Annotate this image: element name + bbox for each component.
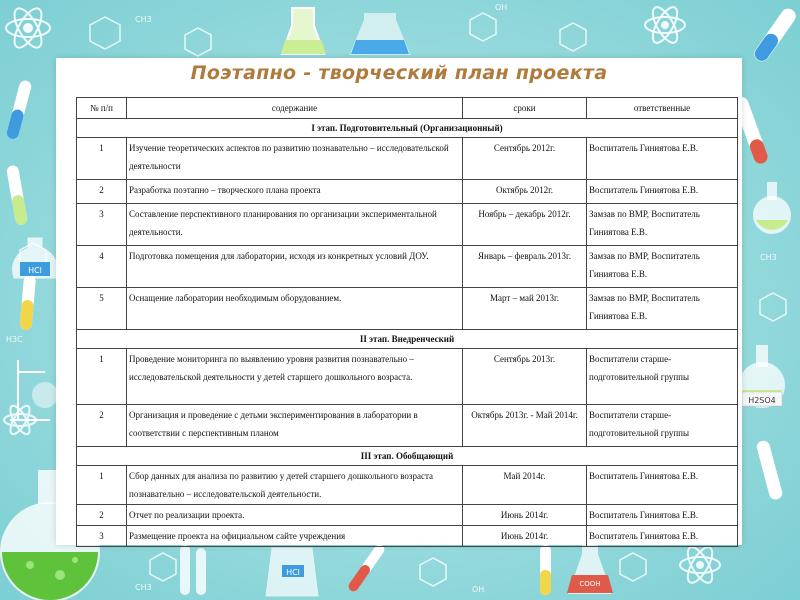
page-title: Поэтапно - творческий план проекта	[190, 62, 608, 84]
row-num: 3	[77, 526, 127, 547]
row-responsible: Воспитатель Гиниятова Е.В.	[587, 526, 738, 547]
plan-table-wrapper	[76, 97, 737, 547]
row-num: 3	[77, 204, 127, 246]
table-row	[77, 405, 738, 447]
row-num: 1	[77, 466, 127, 505]
decor-label: COOH	[579, 580, 601, 588]
header-content: содержание	[127, 98, 463, 119]
row-content: Изучение теоретических аспектов по развитию познавательно – исследовательской деятельности	[127, 138, 463, 180]
table-header-row	[77, 98, 738, 119]
row-content: Размещение проекта на официальном сайте учреждения	[127, 526, 463, 547]
table-row	[77, 505, 738, 526]
row-num: 2	[77, 180, 127, 204]
table-row	[77, 349, 738, 405]
row-content: Сбор данных для анализа по развитию у детей старшего дошкольного возраста познавательно – исследовательской деятельности.	[127, 466, 463, 505]
row-content: Проведение мониторинга по выявлению уровня развития познавательно – исследовательской деятельности у детей старшего дошкольного возраста.	[127, 349, 463, 405]
row-date: Октябрь 2012г.	[463, 180, 587, 204]
table-row	[77, 466, 738, 505]
row-date: Сентябрь 2013г.	[463, 349, 587, 405]
row-content: Подготовка помещения для лаборатории, исходя из конкретных условий ДОУ.	[127, 246, 463, 288]
decor-label: H3C	[6, 335, 23, 344]
stage-row	[77, 447, 738, 466]
decor-label: CH3	[135, 583, 152, 592]
row-date: Ноябрь – декабрь 2012г.	[463, 204, 587, 246]
decor-label: CH3	[760, 253, 777, 262]
decor-label: OH	[472, 585, 485, 594]
row-content: Организация и проведение с детьми экспериментирования в лаборатории в соответствии с перспективным планом	[127, 405, 463, 447]
test-tube-icon	[540, 545, 551, 595]
row-num: 4	[77, 246, 127, 288]
row-date: Октябрь 2013г. - Май 2014г.	[463, 405, 587, 447]
table-row	[77, 526, 738, 547]
row-responsible: Воспитатель Гиниятова Е.В.	[587, 466, 738, 505]
decor-label: OH	[495, 3, 508, 12]
project-plan-table	[76, 97, 738, 547]
row-responsible: Воспитатели старше-подготовительной группы	[587, 405, 738, 447]
row-date: Июнь 2014г.	[463, 526, 587, 547]
row-responsible: Воспитатель Гиниятова Е.В.	[587, 505, 738, 526]
decor-label: H2SO4	[748, 396, 776, 405]
row-content: Разработка поэтапно – творческого плана проекта	[127, 180, 463, 204]
decor-label: HCl	[286, 568, 300, 577]
header-dates: сроки	[463, 98, 587, 119]
row-num: 1	[77, 349, 127, 405]
stage-title: III этап. Обобщающий	[77, 447, 738, 466]
row-date: Июнь 2014г.	[463, 505, 587, 526]
row-responsible: Замзав по ВМР, Воспитатель Гиниятова Е.В.	[587, 204, 738, 246]
stage-title: II этап. Внедренческий	[77, 330, 738, 349]
row-date: Январь – февраль 2013г.	[463, 246, 587, 288]
row-num: 5	[77, 288, 127, 330]
header-responsible: ответственные	[587, 98, 738, 119]
row-content: Составление перспективного планирования по организации экспериментальной деятельности.	[127, 204, 463, 246]
row-responsible: Воспитатель Гиниятова Е.В.	[587, 180, 738, 204]
row-num: 1	[77, 138, 127, 180]
row-num: 2	[77, 405, 127, 447]
stage-title: I этап. Подготовительный (Организационный)	[77, 119, 738, 138]
decor-label: HCl	[28, 266, 42, 275]
beaker-icon	[266, 548, 318, 596]
table-row	[77, 246, 738, 288]
row-responsible: Воспитатели старше-подготовительной группы	[587, 349, 738, 405]
row-content: Оснащение лаборатории необходимым оборудованием.	[127, 288, 463, 330]
row-date: Сентябрь 2012г.	[463, 138, 587, 180]
row-responsible: Воспитатель Гиниятова Е.В.	[587, 138, 738, 180]
row-date: Май 2014г.	[463, 466, 587, 505]
row-content: Отчет по реализации проекта.	[127, 505, 463, 526]
row-num: 2	[77, 505, 127, 526]
table-row	[77, 138, 738, 180]
row-responsible: Замзав по ВМР, Воспитатель Гиниятова Е.В.	[587, 246, 738, 288]
table-row	[77, 180, 738, 204]
table-row	[77, 288, 738, 330]
row-date: Март – май 2013г.	[463, 288, 587, 330]
decor-label: CH3	[135, 15, 152, 24]
stage-row	[77, 330, 738, 349]
header-num: № п/п	[77, 98, 127, 119]
row-responsible: Замзав по ВМР, Воспитатель Гиниятова Е.В.	[587, 288, 738, 330]
table-row	[77, 204, 738, 246]
stage-row	[77, 119, 738, 138]
